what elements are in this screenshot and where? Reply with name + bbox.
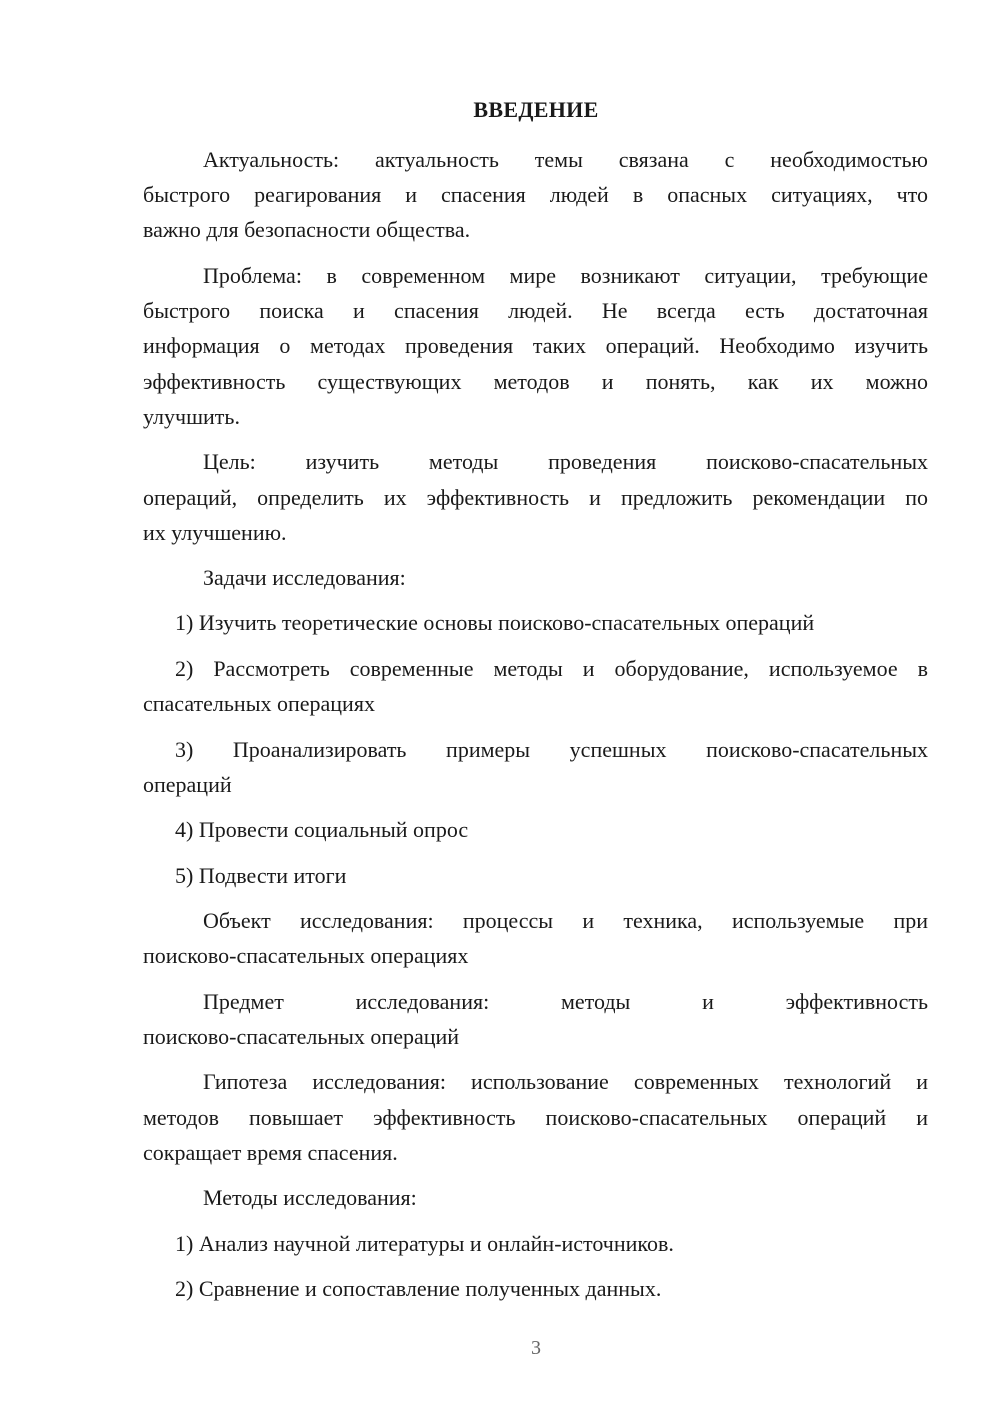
paragraph-line: их улучшению. bbox=[143, 520, 287, 545]
paragraph-line: Задачи исследования: bbox=[203, 565, 406, 590]
paragraph-line: Методы исследования: bbox=[203, 1185, 417, 1210]
list-item: 2) Сравнение и сопоставление полученных данных. bbox=[175, 1276, 662, 1301]
paragraph-line: Актуальность: актуальность темы связана с необходимостью bbox=[203, 147, 928, 172]
page-number: 3 bbox=[531, 1337, 541, 1359]
paragraph-line: быстрого поиска и спасения людей. Не всегда есть достаточная bbox=[143, 298, 928, 323]
paragraph-line: Объект исследования: процессы и техника, используемые при bbox=[203, 908, 928, 933]
paragraph-line: Проблема: в современном мире возникают ситуации, требующие bbox=[203, 263, 928, 288]
paragraph-line: Гипотеза исследования: использование современных технологий и bbox=[203, 1069, 928, 1094]
paragraph-line: операций, определить их эффективность и предложить рекомендации по bbox=[143, 485, 928, 510]
list-item: 5) Подвести итоги bbox=[175, 863, 347, 888]
paragraph-line: быстрого реагирования и спасения людей в опасных ситуациях, что bbox=[143, 182, 928, 207]
paragraph-line: Цель: изучить методы проведения поисково-спасательных bbox=[203, 449, 928, 474]
paragraph-line: важно для безопасности общества. bbox=[143, 217, 471, 242]
paragraph-line: поисково-спасательных операциях bbox=[143, 943, 469, 968]
list-item-continuation: операций bbox=[143, 772, 232, 797]
section-title: ВВЕДЕНИЕ bbox=[473, 97, 599, 122]
paragraph-line: сокращает время спасения. bbox=[143, 1140, 398, 1165]
paragraph-line: улучшить. bbox=[143, 404, 240, 429]
list-item: 1) Изучить теоретические основы поисково-спасательных операций bbox=[175, 610, 815, 635]
list-item: 4) Провести социальный опрос bbox=[175, 817, 469, 842]
paragraph-line: методов повышает эффективность поисково-спасательных операций и bbox=[143, 1105, 928, 1130]
list-item: 1) Анализ научной литературы и онлайн-источников. bbox=[175, 1231, 674, 1256]
paragraph-line: эффективность существующих методов и понять, как их можно bbox=[143, 369, 928, 394]
list-item: 3) Проанализировать примеры успешных поисково-спасательных bbox=[175, 737, 928, 762]
list-item: 2) Рассмотреть современные методы и оборудование, используемое в bbox=[175, 656, 928, 681]
paragraph-line: информация о методах проведения таких операций. Необходимо изучить bbox=[143, 333, 928, 358]
paragraph-line: поисково-спасательных операций bbox=[143, 1024, 460, 1049]
list-item-continuation: спасательных операциях bbox=[143, 691, 375, 716]
paragraph-line: Предмет исследования: методы и эффективность bbox=[203, 989, 928, 1014]
